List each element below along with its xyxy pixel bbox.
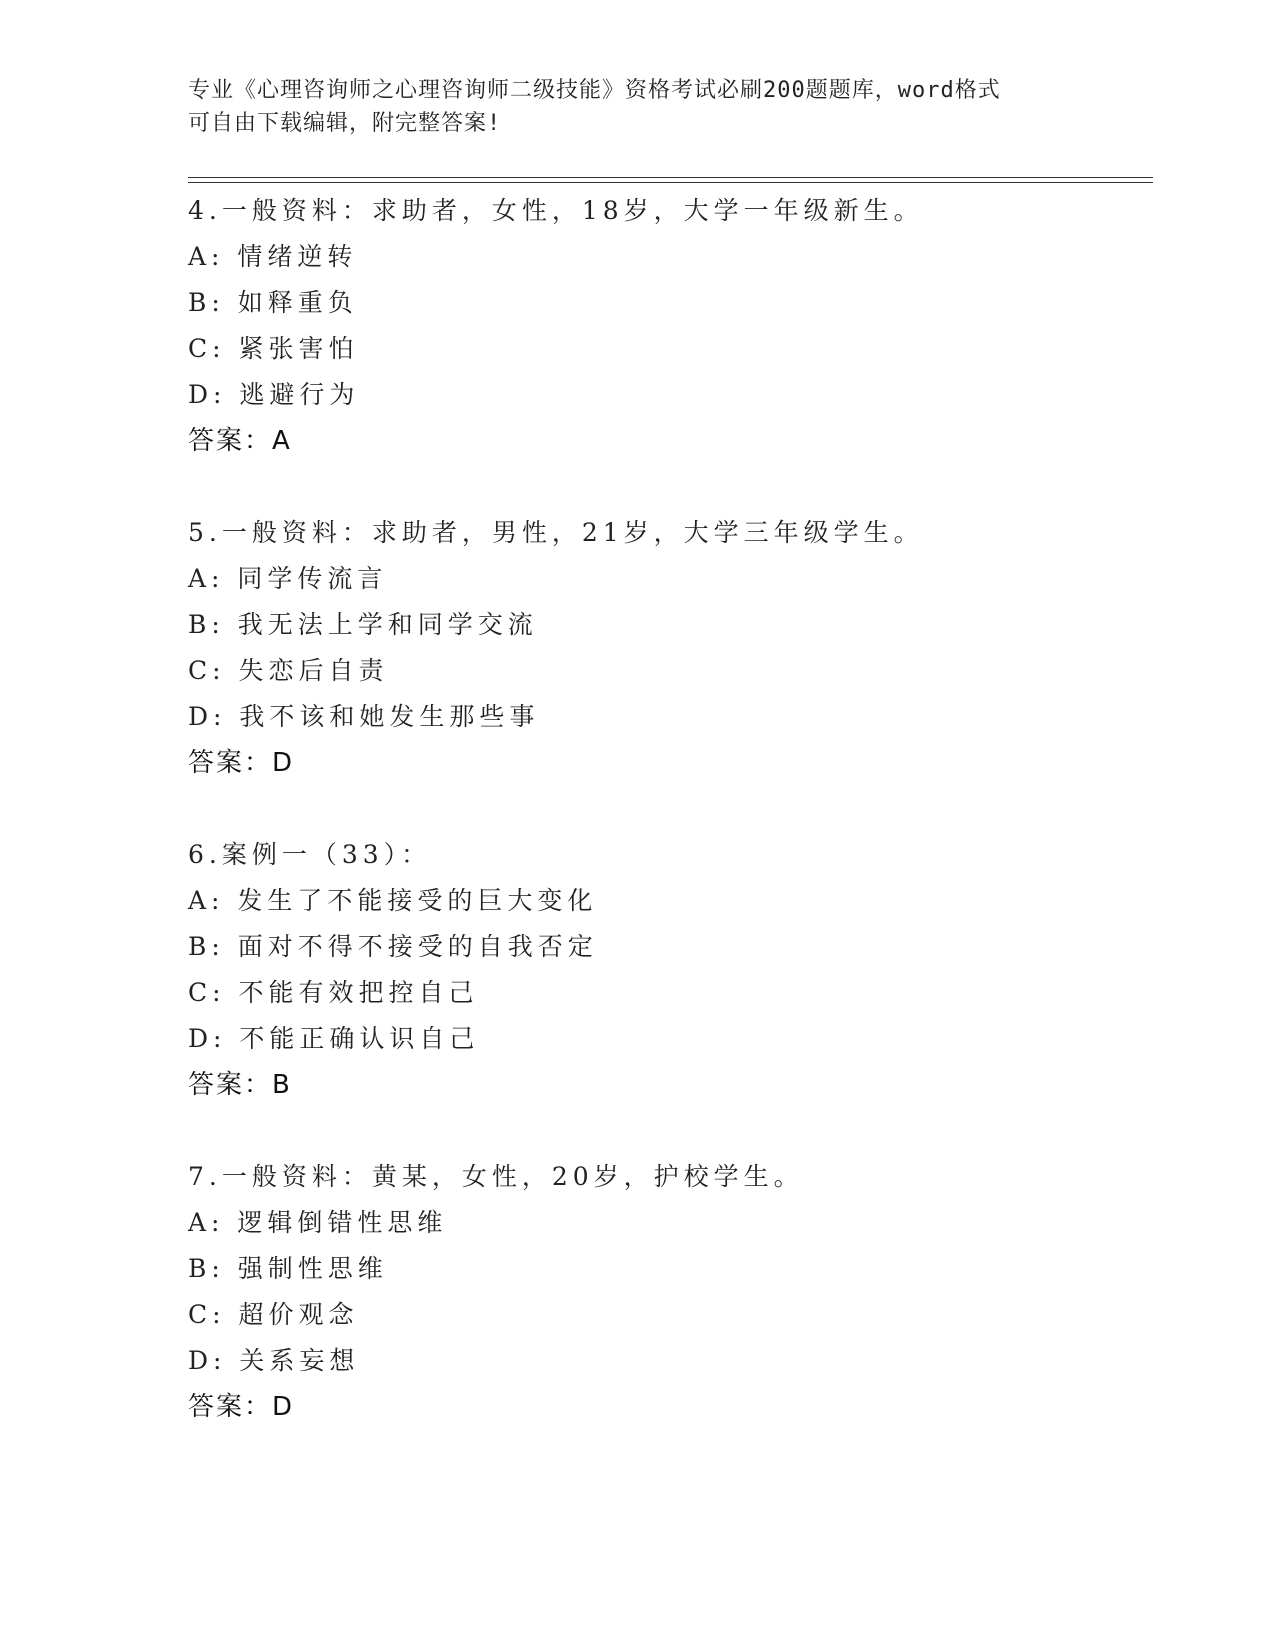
answer-line: 答案：D bbox=[188, 1392, 295, 1422]
option-a: A: 发生了不能接受的巨大变化 bbox=[188, 886, 598, 915]
option-c: C: 不能有效把控自己 bbox=[188, 978, 479, 1007]
question-list bbox=[188, 188, 1168, 1476]
header-line-1: 专业《心理咨询师之心理咨询师二级技能》资格考试必刷200题题库，word格式 bbox=[188, 78, 1001, 103]
option-d: D: 不能正确认识自己 bbox=[188, 1024, 480, 1053]
option-c: C: 失恋后自责 bbox=[188, 656, 389, 685]
question-stem: 4.一般资料：求助者，女性，18岁，大学一年级新生。 bbox=[188, 196, 924, 225]
question-4 bbox=[188, 188, 1168, 464]
document-header bbox=[188, 74, 1088, 140]
answer-line: 答案：B bbox=[188, 1070, 292, 1100]
question-stem: 7.一般资料：黄某，女性，20岁，护校学生。 bbox=[188, 1162, 804, 1191]
option-b: B: 强制性思维 bbox=[188, 1254, 388, 1283]
option-a: A: 同学传流言 bbox=[188, 564, 388, 593]
header-divider-bottom bbox=[188, 182, 1153, 183]
header-line-2: 可自由下载编辑，附完整答案! bbox=[188, 111, 502, 136]
option-c: C: 超价观念 bbox=[188, 1300, 359, 1329]
question-7 bbox=[188, 1154, 1168, 1430]
question-stem: 5.一般资料：求助者，男性，21岁，大学三年级学生。 bbox=[188, 518, 924, 547]
option-c: C: 紧张害怕 bbox=[188, 334, 359, 363]
option-b: B: 如释重负 bbox=[188, 288, 358, 317]
option-d: D: 关系妄想 bbox=[188, 1346, 360, 1375]
option-b: B: 面对不得不接受的自我否定 bbox=[188, 932, 598, 961]
option-d: D: 逃避行为 bbox=[188, 380, 360, 409]
option-d: D: 我不该和她发生那些事 bbox=[188, 702, 540, 731]
option-a: A: 情绪逆转 bbox=[188, 242, 358, 271]
question-5 bbox=[188, 510, 1168, 786]
header-divider-top bbox=[188, 177, 1153, 178]
option-a: A: 逻辑倒错性思维 bbox=[188, 1208, 448, 1237]
option-b: B: 我无法上学和同学交流 bbox=[188, 610, 538, 639]
answer-line: 答案：D bbox=[188, 748, 295, 778]
answer-line: 答案：A bbox=[188, 426, 292, 456]
question-stem: 6.案例一（33）： bbox=[188, 840, 432, 869]
question-6 bbox=[188, 832, 1168, 1108]
